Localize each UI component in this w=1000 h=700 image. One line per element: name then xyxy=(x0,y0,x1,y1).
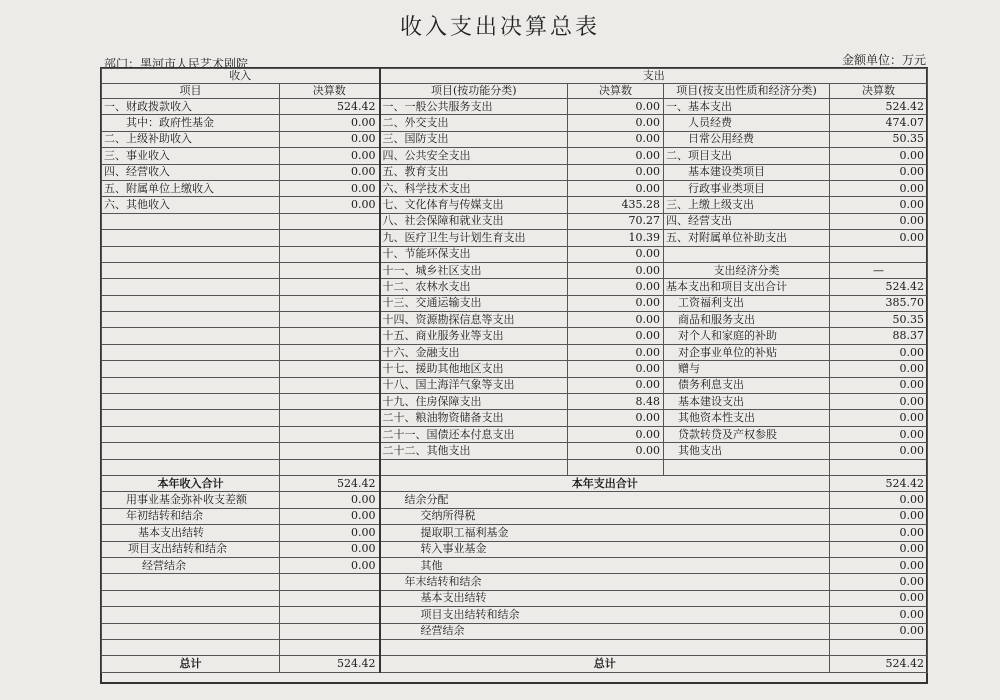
expense-extra-item: 经营结余 xyxy=(380,623,830,639)
func-value: 0.00 xyxy=(568,99,664,115)
income-item-empty xyxy=(102,213,280,229)
income-item-empty xyxy=(102,377,280,393)
econ-value: 0.00 xyxy=(830,213,928,229)
func-amount-header: 决算数 xyxy=(568,84,664,99)
income-item-empty xyxy=(102,262,280,278)
income-value-empty xyxy=(280,213,380,229)
econ-value: 0.00 xyxy=(830,344,928,360)
econ-value: 50.35 xyxy=(830,131,928,147)
income-extra-item: 项目支出结转和结余 xyxy=(102,541,280,557)
income-item: 四、经营收入 xyxy=(102,164,280,180)
table-row xyxy=(102,344,928,360)
table-row xyxy=(102,328,928,344)
func-item: 三、国防支出 xyxy=(380,131,568,147)
econ-value: 0.00 xyxy=(830,377,928,393)
econ-value xyxy=(830,246,928,262)
income-item-empty xyxy=(102,394,280,410)
table-row xyxy=(102,492,928,508)
table-row xyxy=(102,607,928,623)
table-row xyxy=(102,99,928,115)
income-item-header: 项目 xyxy=(102,84,280,99)
income-extra-value: 0.00 xyxy=(280,557,380,573)
econ-item: 基本支出和项目支出合计 xyxy=(664,279,830,295)
income-value: 0.00 xyxy=(280,164,380,180)
econ-value: 50.35 xyxy=(830,312,928,328)
income-value: 524.42 xyxy=(280,99,380,115)
econ-item: 二、项目支出 xyxy=(664,148,830,164)
income-value-empty xyxy=(280,328,380,344)
income-item: 二、上级补助收入 xyxy=(102,131,280,147)
econ-item: 贷款转贷及产权参股 xyxy=(664,426,830,442)
table-row xyxy=(102,459,928,475)
econ-value: 524.42 xyxy=(830,99,928,115)
func-item: 十一、城乡社区支出 xyxy=(380,262,568,278)
expense-extra-value: 0.00 xyxy=(830,508,928,524)
income-item-empty xyxy=(102,443,280,459)
expense-extra-item: 交纳所得税 xyxy=(380,508,830,524)
income-extra-empty xyxy=(102,590,280,606)
func-value: 0.00 xyxy=(568,361,664,377)
table-row xyxy=(102,541,928,557)
table-row xyxy=(102,394,928,410)
unit-label: 金额单位：万元 xyxy=(841,53,926,67)
expense-extra-empty xyxy=(830,639,928,655)
table-row xyxy=(102,639,928,655)
econ-value: 0.00 xyxy=(830,148,928,164)
func-item: 十三、交通运输支出 xyxy=(380,295,568,311)
econ-item: 商品和服务支出 xyxy=(664,312,830,328)
func-item: 五、教育支出 xyxy=(380,164,568,180)
econ-value: 0.00 xyxy=(830,426,928,442)
income-value-empty xyxy=(280,312,380,328)
income-item-empty xyxy=(102,295,280,311)
income-item-empty xyxy=(102,328,280,344)
func-value: 0.00 xyxy=(568,295,664,311)
econ-item: 对企事业单位的补贴 xyxy=(664,344,830,360)
spacer-cell xyxy=(664,459,830,475)
econ-item: 人员经费 xyxy=(664,115,830,131)
income-item-empty xyxy=(102,426,280,442)
income-item-empty xyxy=(102,230,280,246)
income-value-empty xyxy=(280,295,380,311)
income-item-empty xyxy=(102,410,280,426)
econ-value: 0.00 xyxy=(830,197,928,213)
income-extra-item: 用事业基金弥补收支差额 xyxy=(102,492,280,508)
func-item: 十四、资源勘探信息等支出 xyxy=(380,312,568,328)
income-value-empty xyxy=(280,279,380,295)
income-item-empty xyxy=(102,312,280,328)
func-value: 0.00 xyxy=(568,164,664,180)
income-extra-empty xyxy=(102,574,280,590)
func-value: 0.00 xyxy=(568,328,664,344)
spacer-cell xyxy=(380,459,568,475)
income-value-empty xyxy=(280,394,380,410)
income-extra-empty xyxy=(280,607,380,623)
econ-value: 0.00 xyxy=(830,180,928,196)
func-item-header: 项目(按功能分类) xyxy=(380,84,568,99)
expense-extra-value: 0.00 xyxy=(830,557,928,573)
income-value-empty xyxy=(280,377,380,393)
table-row xyxy=(102,180,928,196)
expense-extra-item: 其他 xyxy=(380,557,830,573)
table-row xyxy=(102,246,928,262)
expense-extra-value: 0.00 xyxy=(830,574,928,590)
grand-total-label-left: 总计 xyxy=(102,656,280,673)
income-value: 0.00 xyxy=(280,115,380,131)
func-item: 十八、国土海洋气象等支出 xyxy=(380,377,568,393)
func-item: 十、节能环保支出 xyxy=(380,246,568,262)
income-extra-empty xyxy=(280,623,380,639)
table-row xyxy=(102,361,928,377)
table-row xyxy=(102,115,928,131)
income-extra-item: 基本支出结转 xyxy=(102,525,280,541)
econ-item: 债务利息支出 xyxy=(664,377,830,393)
table-row xyxy=(102,426,928,442)
income-item: 三、事业收入 xyxy=(102,148,280,164)
income-total-value: 524.42 xyxy=(280,475,380,491)
table-row xyxy=(102,443,928,459)
income-extra-empty xyxy=(280,639,380,655)
econ-value: 0.00 xyxy=(830,443,928,459)
econ-item xyxy=(664,246,830,262)
table-row xyxy=(102,213,928,229)
expense-extra-item: 项目支出结转和结余 xyxy=(380,607,830,623)
expense-extra-item: 转入事业基金 xyxy=(380,541,830,557)
expense-total-value: 524.42 xyxy=(830,475,928,491)
func-value: 0.00 xyxy=(568,426,664,442)
table-row xyxy=(102,131,928,147)
func-value: 0.00 xyxy=(568,180,664,196)
income-value-empty xyxy=(280,426,380,442)
func-value: 0.00 xyxy=(568,410,664,426)
func-item: 四、公共安全支出 xyxy=(380,148,568,164)
econ-item: 其他资本性支出 xyxy=(664,410,830,426)
table-row xyxy=(102,623,928,639)
econ-value: 524.42 xyxy=(830,279,928,295)
func-value: 0.00 xyxy=(568,443,664,459)
func-item: 十二、农林水支出 xyxy=(380,279,568,295)
income-extra-empty xyxy=(102,607,280,623)
func-value: 0.00 xyxy=(568,246,664,262)
expense-extra-value: 0.00 xyxy=(830,541,928,557)
econ-item: 基本建设类项目 xyxy=(664,164,830,180)
income-value: 0.00 xyxy=(280,197,380,213)
expense-extra-value: 0.00 xyxy=(830,607,928,623)
income-value-empty xyxy=(280,361,380,377)
income-total-label: 本年收入合计 xyxy=(102,475,280,491)
income-header: 收入 xyxy=(102,69,380,84)
econ-value: 0.00 xyxy=(830,410,928,426)
income-value: 0.00 xyxy=(280,131,380,147)
income-value-empty xyxy=(280,262,380,278)
expense-extra-value: 0.00 xyxy=(830,492,928,508)
econ-item: 日常公用经费 xyxy=(664,131,830,147)
econ-value: 0.00 xyxy=(830,394,928,410)
income-extra-empty xyxy=(280,590,380,606)
table-row xyxy=(102,164,928,180)
table-row xyxy=(102,197,928,213)
func-value: 0.00 xyxy=(568,262,664,278)
income-extra-empty xyxy=(280,574,380,590)
table-row xyxy=(102,279,928,295)
econ-item: 四、经营支出 xyxy=(664,213,830,229)
income-value-empty xyxy=(280,246,380,262)
budget-table xyxy=(101,68,928,673)
func-value: 0.00 xyxy=(568,279,664,295)
table-row xyxy=(102,557,928,573)
func-item: 一、一般公共服务支出 xyxy=(380,99,568,115)
func-value: 70.27 xyxy=(568,213,664,229)
econ-amount-header: 决算数 xyxy=(830,84,928,99)
expense-extra-item: 提取职工福利基金 xyxy=(380,525,830,541)
func-value: 0.00 xyxy=(568,115,664,131)
income-value-empty xyxy=(280,230,380,246)
expense-extra-item: 结余分配 xyxy=(380,492,830,508)
table-row xyxy=(102,590,928,606)
income-item: 一、财政拨款收入 xyxy=(102,99,280,115)
spacer-cell xyxy=(568,459,664,475)
table-row xyxy=(102,295,928,311)
income-amount-header: 决算数 xyxy=(280,84,380,99)
spacer-cell xyxy=(830,459,928,475)
econ-value: 474.07 xyxy=(830,115,928,131)
econ-item: 赠与 xyxy=(664,361,830,377)
econ-item: 三、上缴上级支出 xyxy=(664,197,830,213)
income-item: 五、附属单位上缴收入 xyxy=(102,180,280,196)
econ-value: 385.70 xyxy=(830,295,928,311)
income-extra-value: 0.00 xyxy=(280,508,380,524)
econ-value: 88.37 xyxy=(830,328,928,344)
econ-item: 其他支出 xyxy=(664,443,830,459)
func-value: 0.00 xyxy=(568,148,664,164)
func-item: 七、文化体育与传媒支出 xyxy=(380,197,568,213)
income-item: 其中：政府性基金 xyxy=(102,115,280,131)
income-extra-value: 0.00 xyxy=(280,541,380,557)
func-value: 435.28 xyxy=(568,197,664,213)
grand-total-value-left: 524.42 xyxy=(280,656,380,673)
grand-total-value-right: 524.42 xyxy=(830,656,928,673)
table-row xyxy=(102,230,928,246)
func-value: 0.00 xyxy=(568,377,664,393)
table-row xyxy=(102,148,928,164)
func-value: 0.00 xyxy=(568,344,664,360)
income-extra-item: 年初结转和结余 xyxy=(102,508,280,524)
econ-item: 行政事业类项目 xyxy=(664,180,830,196)
income-extra-empty xyxy=(102,639,280,655)
econ-value: 0.00 xyxy=(830,230,928,246)
func-item: 二十、粮油物资储备支出 xyxy=(380,410,568,426)
func-item: 二十二、其他支出 xyxy=(380,443,568,459)
func-item: 十六、金融支出 xyxy=(380,344,568,360)
table-row xyxy=(102,312,928,328)
econ-item-header: 项目(按支出性质和经济分类) xyxy=(664,84,830,99)
grand-total-row xyxy=(102,656,928,673)
econ-item: 对个人和家庭的补助 xyxy=(664,328,830,344)
income-value-empty xyxy=(280,443,380,459)
econ-item: 一、基本支出 xyxy=(664,99,830,115)
econ-value: 0.00 xyxy=(830,361,928,377)
table-row xyxy=(102,410,928,426)
expense-extra-item: 年末结转和结余 xyxy=(380,574,830,590)
income-extra-value: 0.00 xyxy=(280,525,380,541)
expense-extra-empty xyxy=(380,639,830,655)
income-value: 0.00 xyxy=(280,180,380,196)
econ-value: — xyxy=(830,262,928,278)
func-item: 六、科学技术支出 xyxy=(380,180,568,196)
income-item-empty xyxy=(102,246,280,262)
econ-item: 工资福利支出 xyxy=(664,295,830,311)
income-item: 六、其他收入 xyxy=(102,197,280,213)
func-value: 0.00 xyxy=(568,131,664,147)
func-value: 8.48 xyxy=(568,394,664,410)
income-item-empty xyxy=(102,361,280,377)
grand-total-label-right: 总计 xyxy=(380,656,830,673)
expense-header: 支出 xyxy=(380,69,928,84)
table-row xyxy=(102,262,928,278)
expense-extra-value: 0.00 xyxy=(830,623,928,639)
income-item-empty xyxy=(102,344,280,360)
table-row xyxy=(102,508,928,524)
func-item: 十七、援助其他地区支出 xyxy=(380,361,568,377)
expense-total-label: 本年支出合计 xyxy=(380,475,830,491)
econ-item: 支出经济分类 xyxy=(664,262,830,278)
econ-value: 0.00 xyxy=(830,164,928,180)
econ-item: 基本建设支出 xyxy=(664,394,830,410)
func-value: 10.39 xyxy=(568,230,664,246)
expense-extra-value: 0.00 xyxy=(830,525,928,541)
spacer-cell xyxy=(280,459,380,475)
econ-item: 五、对附属单位补助支出 xyxy=(664,230,830,246)
func-item: 十五、商业服务业等支出 xyxy=(380,328,568,344)
income-value-empty xyxy=(280,410,380,426)
income-value-empty xyxy=(280,344,380,360)
table-row xyxy=(102,574,928,590)
func-item: 十九、住房保障支出 xyxy=(380,394,568,410)
expense-extra-value: 0.00 xyxy=(830,590,928,606)
income-item-empty xyxy=(102,279,280,295)
table-row xyxy=(102,525,928,541)
income-value: 0.00 xyxy=(280,148,380,164)
func-item: 二十一、国债还本付息支出 xyxy=(380,426,568,442)
income-extra-empty xyxy=(102,623,280,639)
income-extra-value: 0.00 xyxy=(280,492,380,508)
func-value: 0.00 xyxy=(568,312,664,328)
expense-extra-item: 基本支出结转 xyxy=(380,590,830,606)
spacer-cell xyxy=(102,459,280,475)
func-item: 二、外交支出 xyxy=(380,115,568,131)
page-title: 收入支出决算总表 xyxy=(399,15,600,40)
table-row xyxy=(102,377,928,393)
func-item: 八、社会保障和就业支出 xyxy=(380,213,568,229)
func-item: 九、医疗卫生与计划生育支出 xyxy=(380,230,568,246)
totals-row xyxy=(102,475,928,491)
income-extra-item: 经营结余 xyxy=(102,557,280,573)
department-label: 部门：黑河市人民艺术剧院 xyxy=(104,57,249,71)
